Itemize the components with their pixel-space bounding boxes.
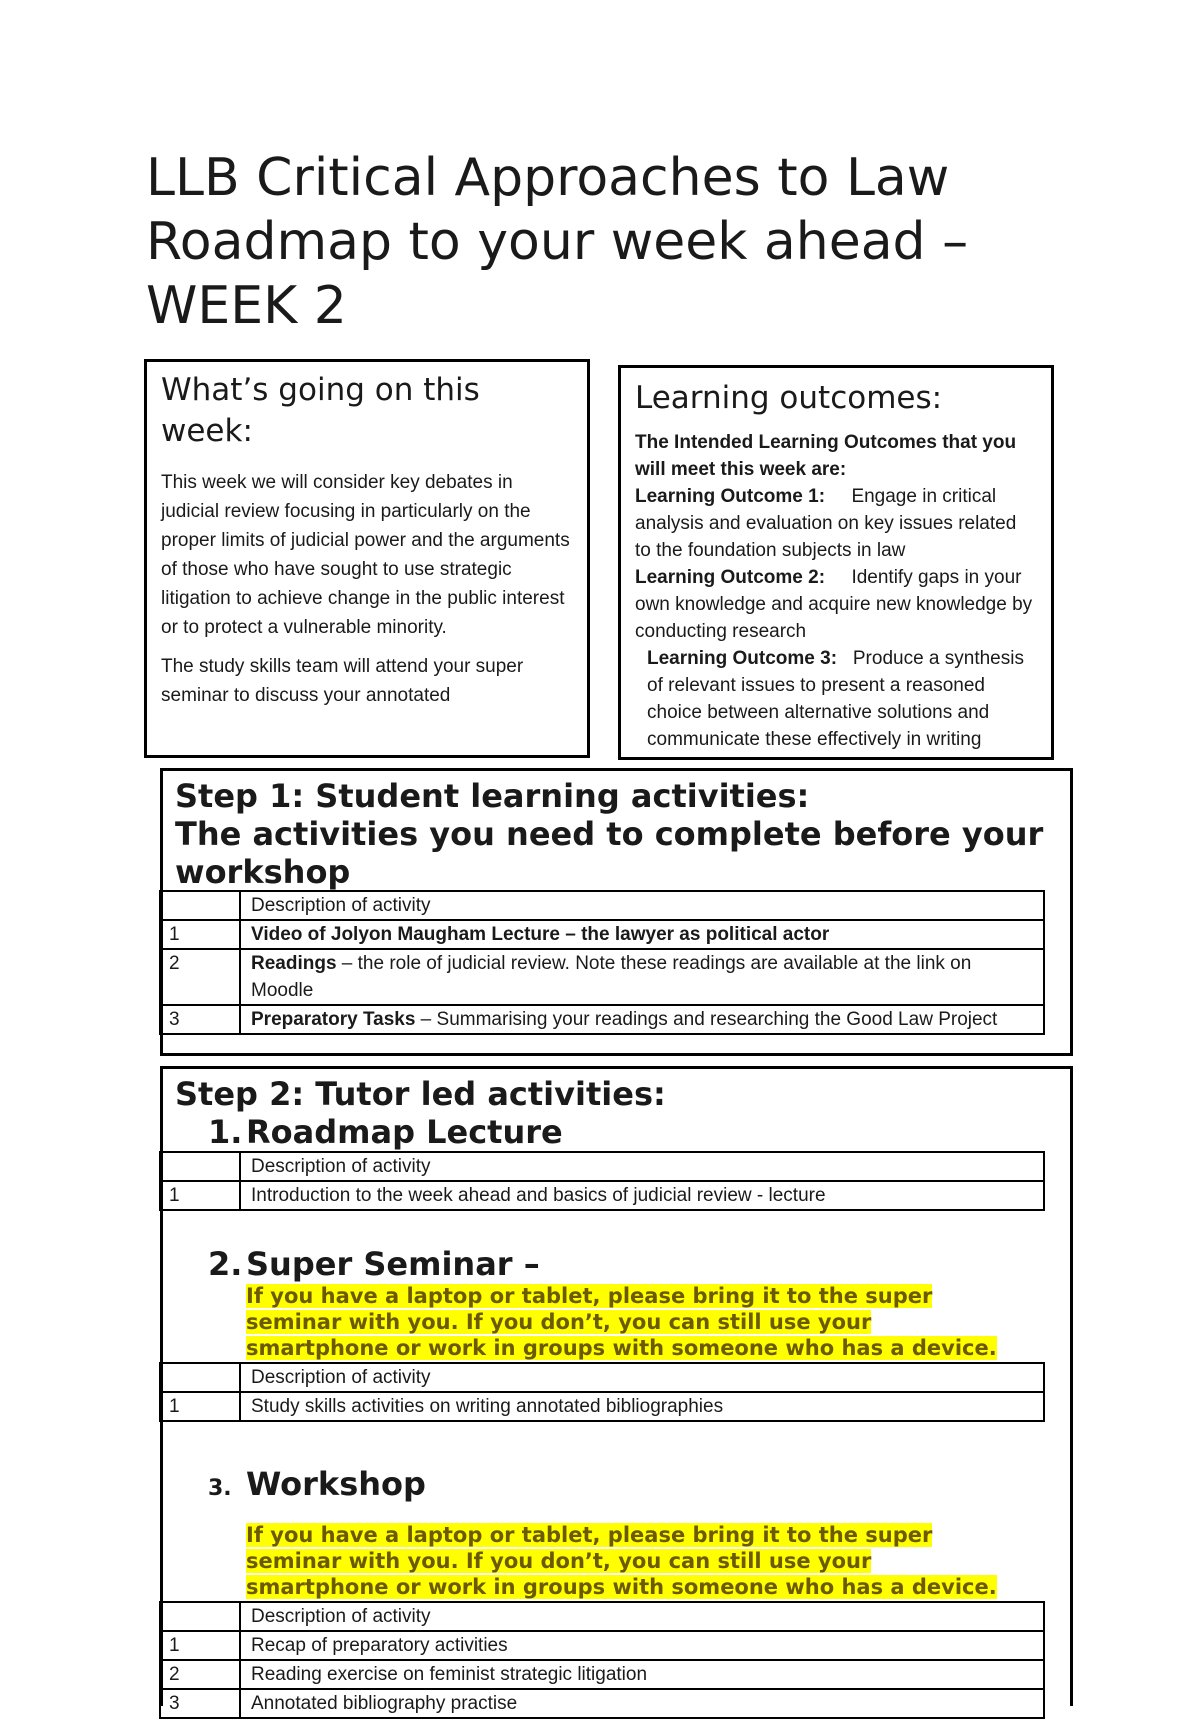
row-number: 1 <box>160 1631 240 1660</box>
table-header-row <box>160 891 1044 920</box>
learning-outcome-2-label: Learning Outcome 2: <box>635 567 826 588</box>
learning-outcome-2-text: Identify gaps in your own knowledge and acquire new knowledge by conducting research <box>635 567 1033 642</box>
row-bold-text: Video of Jolyon Maugham Lecture – the lawyer as political actor <box>251 924 830 945</box>
super-seminar-device-note: If you have a laptop or tablet, please bring it to the super seminar with you. If you don’t, you can still use your smartphone or work in groups with someone who has a device. <box>246 1284 997 1360</box>
learning-outcome-3-text: Produce a synthesis of relevant issues to present a reasoned choice between alternative solutions and communicate these effectively in writing <box>647 648 1024 750</box>
title-line-1: LLB Critical Approaches to Law <box>146 148 950 208</box>
row-number: 1 <box>160 1392 240 1421</box>
roadmap-lecture-heading: 1. Roadmap Lecture <box>208 1113 563 1151</box>
table-row <box>160 1631 1044 1660</box>
workshop-heading: 3. Workshop <box>208 1465 426 1503</box>
super-seminar-heading: 2. Super Seminar – <box>208 1245 540 1283</box>
whats-going-on-paragraph-1: This week we will consider key debates in judicial review focusing in particularly on the proper limits of judicial power and the arguments of those who have sought to use strategic litigation to achieve change in the public interest or to protect a vulnerable minority. <box>161 472 570 638</box>
learning-outcomes-intro: The Intended Learning Outcomes that you will meet this week are: <box>635 432 1017 480</box>
table-row <box>160 1689 1044 1718</box>
learning-outcomes-box <box>618 365 1054 760</box>
learning-outcome-1-label: Learning Outcome 1: <box>635 486 826 507</box>
table-header-description: Description of activity <box>240 891 1044 920</box>
learning-outcome-3-label: Learning Outcome 3: <box>647 648 838 669</box>
step1-subheading: The activities you need to complete before your workshop <box>175 815 1044 891</box>
row-text: Reading exercise on feminist strategic litigation <box>240 1660 1044 1689</box>
learning-outcome-1 <box>635 483 1037 564</box>
table-header-row <box>160 1363 1044 1392</box>
table-row <box>160 920 1044 949</box>
row-bold-text: Preparatory Tasks <box>251 1009 416 1030</box>
step2-heading: Step 2: Tutor led activities: <box>175 1075 666 1113</box>
whats-going-on-paragraph-2: The study skills team will attend your super seminar to discuss your annotated <box>161 656 524 706</box>
learning-outcome-2 <box>635 564 1037 645</box>
row-text: – Summarising your readings and researching the Good Law Project <box>415 1009 998 1030</box>
table-row <box>160 1660 1044 1689</box>
title-line-3: WEEK 2 <box>146 276 347 336</box>
step2-section <box>160 1066 1073 1714</box>
row-number: 2 <box>160 1660 240 1689</box>
row-bold-text: Readings <box>251 953 337 974</box>
workshop-device-note: If you have a laptop or tablet, please bring it to the super seminar with you. If you don’t, you can still use your smartphone or work in groups with someone who has a device. <box>246 1523 997 1599</box>
row-number: 2 <box>160 949 240 1005</box>
row-number: 1 <box>160 1181 240 1210</box>
title-line-2: Roadmap to your week ahead – <box>146 212 969 272</box>
table-header-description: Description of activity <box>240 1363 1044 1392</box>
row-text: Study skills activities on writing annotated bibliographies <box>240 1392 1044 1421</box>
table-row <box>160 1181 1044 1210</box>
row-text: Recap of preparatory activities <box>240 1631 1044 1660</box>
table-header-description: Description of activity <box>240 1602 1044 1631</box>
row-text: Introduction to the week ahead and basics of judicial review - lecture <box>240 1181 1044 1210</box>
row-number: 3 <box>160 1689 240 1718</box>
table-header-description: Description of activity <box>240 1152 1044 1181</box>
row-number: 3 <box>160 1005 240 1034</box>
learning-outcomes-heading: Learning outcomes: <box>635 380 943 416</box>
page-title <box>146 146 1096 338</box>
whats-going-on-heading: What’s going on this week: <box>161 372 480 449</box>
step1-activity-table <box>159 890 1045 1035</box>
super-seminar-table <box>159 1362 1045 1422</box>
row-text: – the role of judicial review. Note these readings are available at the link on Moodle <box>251 953 972 1001</box>
table-header-row <box>160 1602 1044 1631</box>
whats-going-on-box <box>144 359 590 758</box>
roadmap-lecture-table <box>159 1151 1045 1211</box>
workshop-table <box>159 1601 1045 1719</box>
step1-heading: Step 1: Student learning activities: <box>175 777 810 815</box>
table-row <box>160 949 1044 1005</box>
table-header-row <box>160 1152 1044 1181</box>
learning-outcome-1-text: Engage in critical analysis and evaluation on key issues related to the foundation subjects in law <box>635 486 1017 561</box>
row-number: 1 <box>160 920 240 949</box>
row-text: Annotated bibliography practise <box>240 1689 1044 1718</box>
step1-section <box>160 768 1073 1056</box>
table-row <box>160 1392 1044 1421</box>
table-row <box>160 1005 1044 1034</box>
learning-outcome-3 <box>635 645 1037 753</box>
